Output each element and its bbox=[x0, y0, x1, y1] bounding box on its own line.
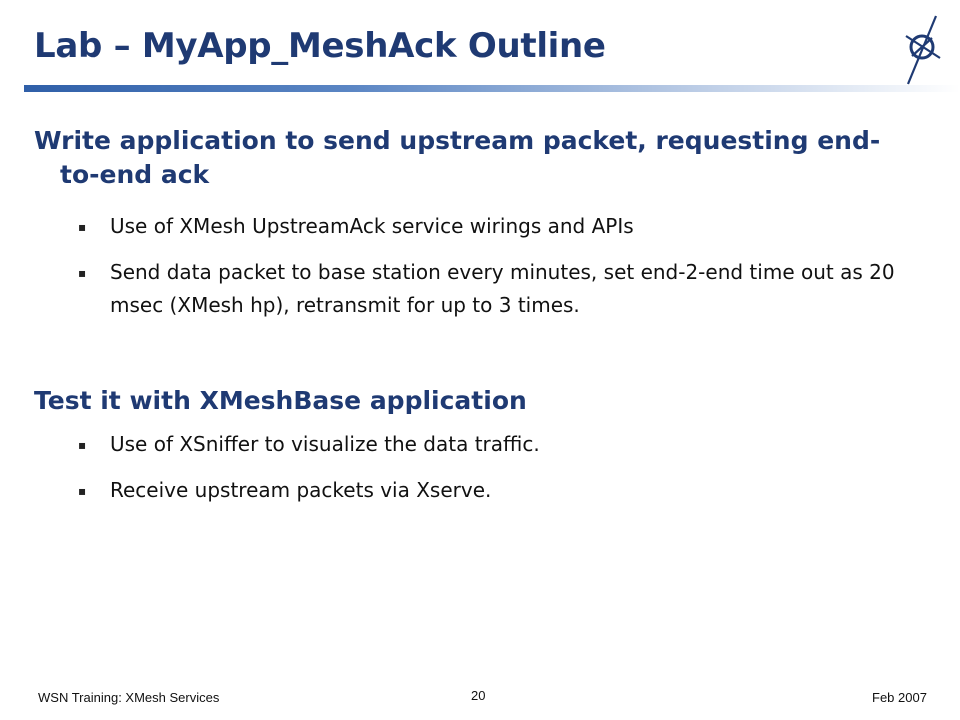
footer-date: Feb 2007 bbox=[872, 690, 927, 705]
bullet-item: ▪ Send data packet to base station every minutes, set end-2-end time out as 20 msec (XMesh hp), retransmit for up to 3 times. bbox=[78, 256, 898, 322]
footer-course-title: WSN Training: XMesh Services bbox=[38, 690, 220, 705]
section-heading-1: Write application to send upstream packet, requesting end-to-end ack bbox=[34, 126, 881, 189]
slide-title: Lab – MyApp_MeshAck Outline bbox=[34, 26, 606, 66]
bullet-square-icon: ▪ bbox=[78, 220, 87, 234]
bullet-square-icon: ▪ bbox=[78, 438, 87, 452]
compass-logo-icon bbox=[878, 14, 958, 86]
footer-page-number: 20 bbox=[471, 688, 486, 703]
bullet-square-icon: ▪ bbox=[78, 266, 87, 280]
bullet-square-icon: ▪ bbox=[78, 484, 87, 498]
bullet-item: ▪ Receive upstream packets via Xserve. bbox=[78, 474, 898, 507]
bullet-item: ▪ Use of XMesh UpstreamAck service wirings and APIs bbox=[78, 210, 898, 243]
section-heading-2: Test it with XMeshBase application bbox=[34, 386, 527, 415]
title-underline-rule bbox=[24, 85, 960, 92]
bullet-item: ▪ Use of XSniffer to visualize the data traffic. bbox=[78, 428, 898, 461]
